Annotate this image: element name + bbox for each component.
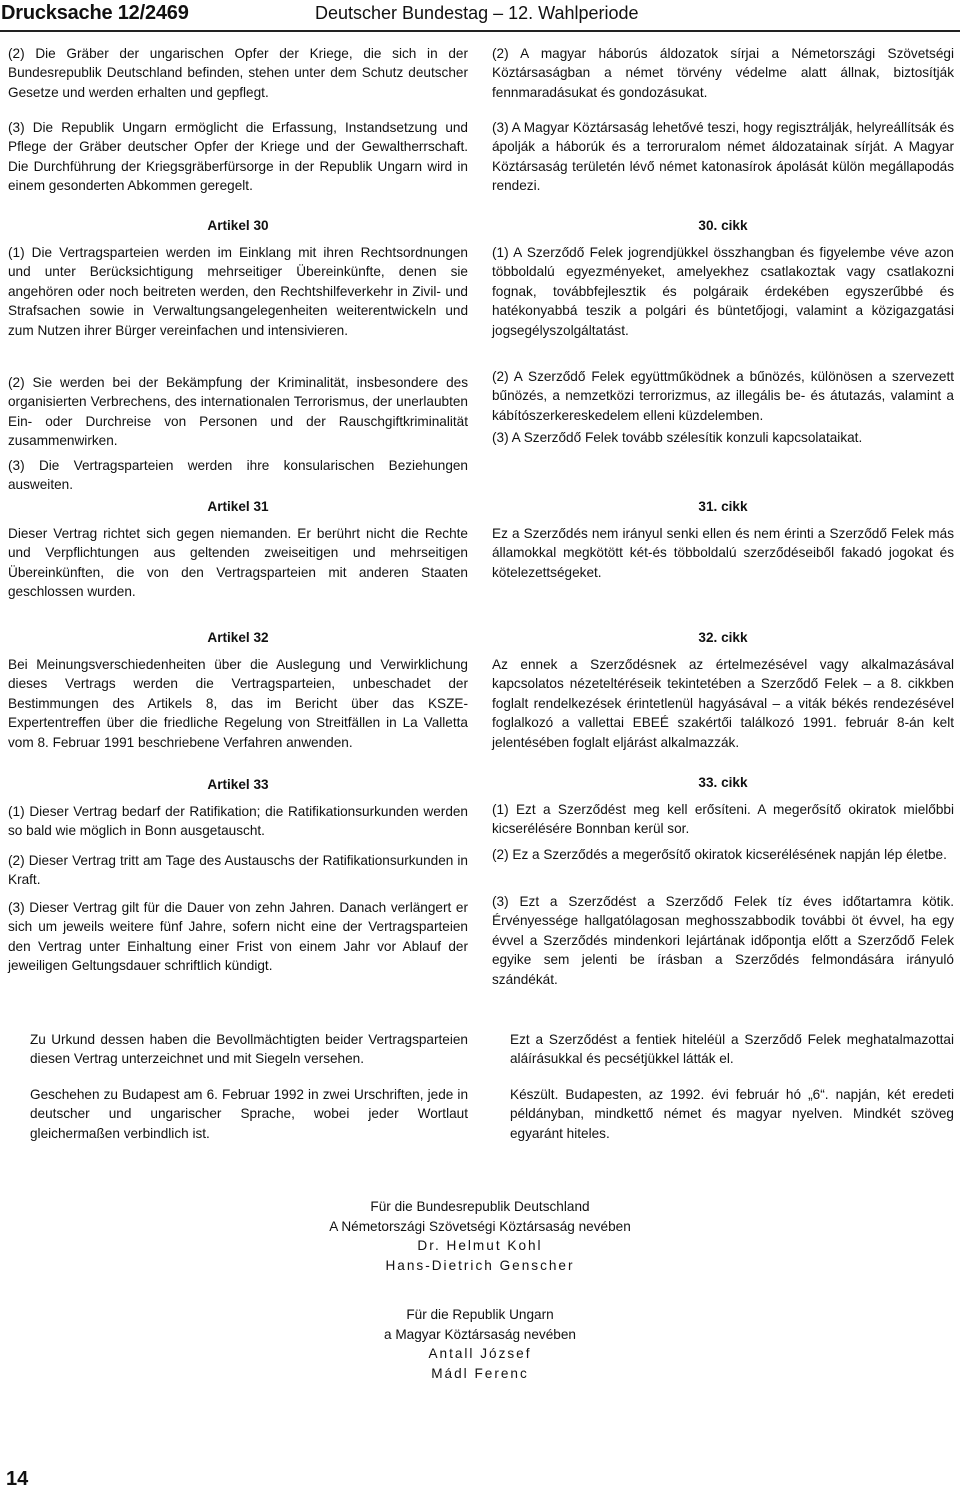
signer-antall: Antall József xyxy=(428,1346,532,1361)
signer-madl: Mádl Ferenc xyxy=(431,1365,529,1381)
hu-graves-paragraph-3: (3) A Magyar Köztársaság lehetővé teszi, hogy regisztrálják, helyreállítsák és ápolják a háborúk és a terroruralom német áldozatainak sírját. A Magyar Köztársaság területén lévő német katonasírok ápolását külön megállapodás rendezi. xyxy=(492,120,954,194)
hu-article-30-paragraph-1: (1) A Szerződő Felek jogrendjükkel összhangban és figyelembe véve azon többoldalú egyezményeket, amelyekhez csatlakoztak vagy csatlakozni fognak, továbbfejlesztik és polgáraik érdekében egyszerűbbé és hatékonyabbá teszik a polgári és büntetőjogi, valamint a közigazgatási jogsegélyszolgáltatást. xyxy=(492,245,954,338)
de-article-30-title: Artikel 30 xyxy=(207,218,269,233)
de-article-31-title: Artikel 31 xyxy=(207,499,269,514)
de-article-30-paragraph-1: (1) Die Vertragsparteien werden im Einklang mit ihren Rechtsordnungen und unter Berücksichtigung mehrseitiger Übereinkünfte, denen sie angehören oder noch beitreten werden, den Rechtshilfeverkehr in Zivil- und Strafsachen sowie in Verwaltungsangelegenheiten weiterentwickeln und zum Nutzen ihrer Bürger vereinfachen und intensivieren. xyxy=(8,245,468,338)
hu-article-30-title: 30. cikk xyxy=(698,218,748,233)
hu-article-31-paragraph: Ez a Szerződés nem irányul senki ellen és nem érinti a Szerződő Felek más államokkal megkötött két-és többoldalú szerződéseiből fakadó jogokat és kötelezettségeket. xyxy=(492,526,954,580)
hu-article-30-paragraph-2: (2) A Szerződő Felek együttműködnek a bűnözés, különösen a szervezett bűnözés, a nemzetközi terrorizmus, az illegális be- és átutazás, valamint a kábítószerkereskedelem elleni küzdelemben. xyxy=(492,369,954,423)
signature-block-hungary xyxy=(260,1305,700,1383)
de-witness-clause: Zu Urkund dessen haben die Bevollmächtigten beider Vertragsparteien diesen Vertrag unterzeichnet und mit Siegeln versehen. xyxy=(30,1032,468,1067)
de-article-33-paragraph-1: (1) Dieser Vertrag bedarf der Ratifikation; die Ratifikationsurkunden werden so bald wie möglich in Bonn ausgetauscht. xyxy=(8,804,468,839)
de-done-clause: Geschehen zu Budapest am 6. Februar 1992 in zwei Urschriften, jede in deutscher und ungarischer Sprache, wobei jeder Wortlaut gleichermaßen verbindlich ist. xyxy=(30,1087,468,1141)
signature-block-germany xyxy=(260,1197,700,1275)
de-article-33-paragraph-3: (3) Dieser Vertrag gilt für die Dauer von zehn Jahren. Danach verlängert er sich um jeweils weitere fünf Jahre, sofern nicht eine der Vertragsparteien den Vertrag unter Einhaltung einer Frist von einem Jahr vor Ablauf der jeweiligen Geltungsdauer schriftlich kündigt. xyxy=(8,900,468,974)
publication-title: Deutscher Bundestag – 12. Wahlperiode xyxy=(315,3,639,23)
de-article-32-title: Artikel 32 xyxy=(207,630,269,645)
hu-article-33-paragraph-2: (2) Ez a Szerződés a megerősítő okiratok kicserélésének napján lép életbe. xyxy=(492,847,947,862)
signatory-hungary-hu: a Magyar Köztársaság nevében xyxy=(384,1326,576,1342)
hu-done-clause: Készült. Budapesten, az 1992. évi február hó „6“. napján, két eredeti példányban, mindkettő német és magyar nyelven. Mindkét szöveg egyaránt hiteles. xyxy=(510,1087,954,1141)
signatory-germany-hu: A Németországi Szövetségi Köztársaság nevében xyxy=(329,1218,631,1234)
hu-article-33-title: 33. cikk xyxy=(698,775,748,790)
header-rule xyxy=(0,30,960,32)
hu-article-32-title: 32. cikk xyxy=(698,630,748,645)
document-number: Drucksache 12/2469 xyxy=(1,2,189,24)
hu-witness-clause: Ezt a Szerződést a fentiek hiteléül a Szerződő Felek meghatalmazottai aláírásukkal és pecsétjükkel látták el. xyxy=(510,1032,954,1067)
hu-article-30-paragraph-3: (3) A Szerződő Felek tovább szélesítik konzuli kapcsolataikat. xyxy=(492,430,863,445)
de-article-33-paragraph-2: (2) Dieser Vertrag tritt am Tage des Austauschs der Ratifikationsurkunden in Kraft. xyxy=(8,853,468,888)
hu-article-31-title: 31. cikk xyxy=(698,499,748,514)
hu-article-32-paragraph: Az ennek a Szerződésnek az értelmezésével vagy alkalmazásával kapcsolatos nézeteltéréseik tekintetében a Szerződő Felek – a 8. cikkben foglalt rendelkezések érintetlenül hagyásával – a viták békés rendezésével foglalkozó a vallettai EBEÉ szakértői találkozó 1991. február 8-án kelt jelentésében foglalt eljárást alkalmazzák. xyxy=(492,657,954,750)
signer-kohl: Dr. Helmut Kohl xyxy=(417,1238,543,1253)
page-header xyxy=(0,0,960,30)
signer-genscher: Hans-Dietrich Genscher xyxy=(385,1257,575,1273)
de-article-31-paragraph: Dieser Vertrag richtet sich gegen niemanden. Er berührt nicht die Rechte und Verpflichtungen aus geltenden zweiseitigen und mehrseitigen Übereinkünften, die von den Vertragsparteien mit anderen Staaten geschlossen wurden. xyxy=(8,526,468,600)
de-article-32-paragraph: Bei Meinungsverschiedenheiten über die Auslegung und Verwirklichung dieses Vertrags werden die Vertragsparteien, unbeschadet der Bestimmungen des Artikels 8, das im Bericht über das KSZE-Expertentreffen über die friedliche Regelung von Streitfällen in La Valletta vom 8. Februar 1991 beschriebene Verfahren anwenden. xyxy=(8,657,468,750)
de-graves-paragraph-3: (3) Die Republik Ungarn ermöglicht die Erfassung, Instandsetzung und Pflege der Gräber deutscher Opfer der Kriege und der Gewaltherrschaft. Die Durchführung der Kriegsgräberfürsorge in der Republik Ungarn wird in einem gesonderten Abkommen geregelt. xyxy=(8,120,468,194)
hu-article-33-paragraph-3: (3) Ezt a Szerződést a Szerződő Felek tíz éves időtartamra kötik. Érvényessége hallgatólagosan meghosszabbodik további öt évvel, ha egy évvel a Szerződés mindenkori lejártának időpontja előtt a Szerződő Felek egyike sem jelenti be írásban a Szerződés felmondására irányuló szándékát. xyxy=(492,894,954,987)
de-article-30-paragraph-3: (3) Die Vertragsparteien werden ihre konsularischen Beziehungen ausweiten. xyxy=(8,458,468,493)
signatory-hungary-de: Für die Republik Ungarn xyxy=(406,1307,554,1322)
de-graves-paragraph-2: (2) Die Gräber der ungarischen Opfer der Kriege, die sich in der Bundesrepublik Deutschland befinden, stehen unter dem Schutz deutscher Gesetze und werden erhalten und gepflegt. xyxy=(8,46,468,100)
de-article-33-title: Artikel 33 xyxy=(207,777,269,792)
hu-graves-paragraph-2: (2) A magyar háborús áldozatok sírjai a Németországi Szövetségi Köztársaságban a német törvény védelme alatt állnak, biztosítják fennmaradásukat és gondozásukat. xyxy=(492,46,954,100)
page-number: 14 xyxy=(6,1468,29,1490)
signatory-germany-de: Für die Bundesrepublik Deutschland xyxy=(370,1199,590,1214)
de-article-30-paragraph-2: (2) Sie werden bei der Bekämpfung der Kriminalität, insbesondere des organisierten Verbrechens, des internationalen Terrorismus, der unerlaubten Ein- oder Durchreise von Personen und der Rauschgiftkriminalität zusammenwirken. xyxy=(8,375,468,449)
hu-article-33-paragraph-1: (1) Ezt a Szerződést meg kell erősíteni. A megerősítő okiratok mielőbbi kicserélésére Bonnban kerül sor. xyxy=(492,802,954,837)
